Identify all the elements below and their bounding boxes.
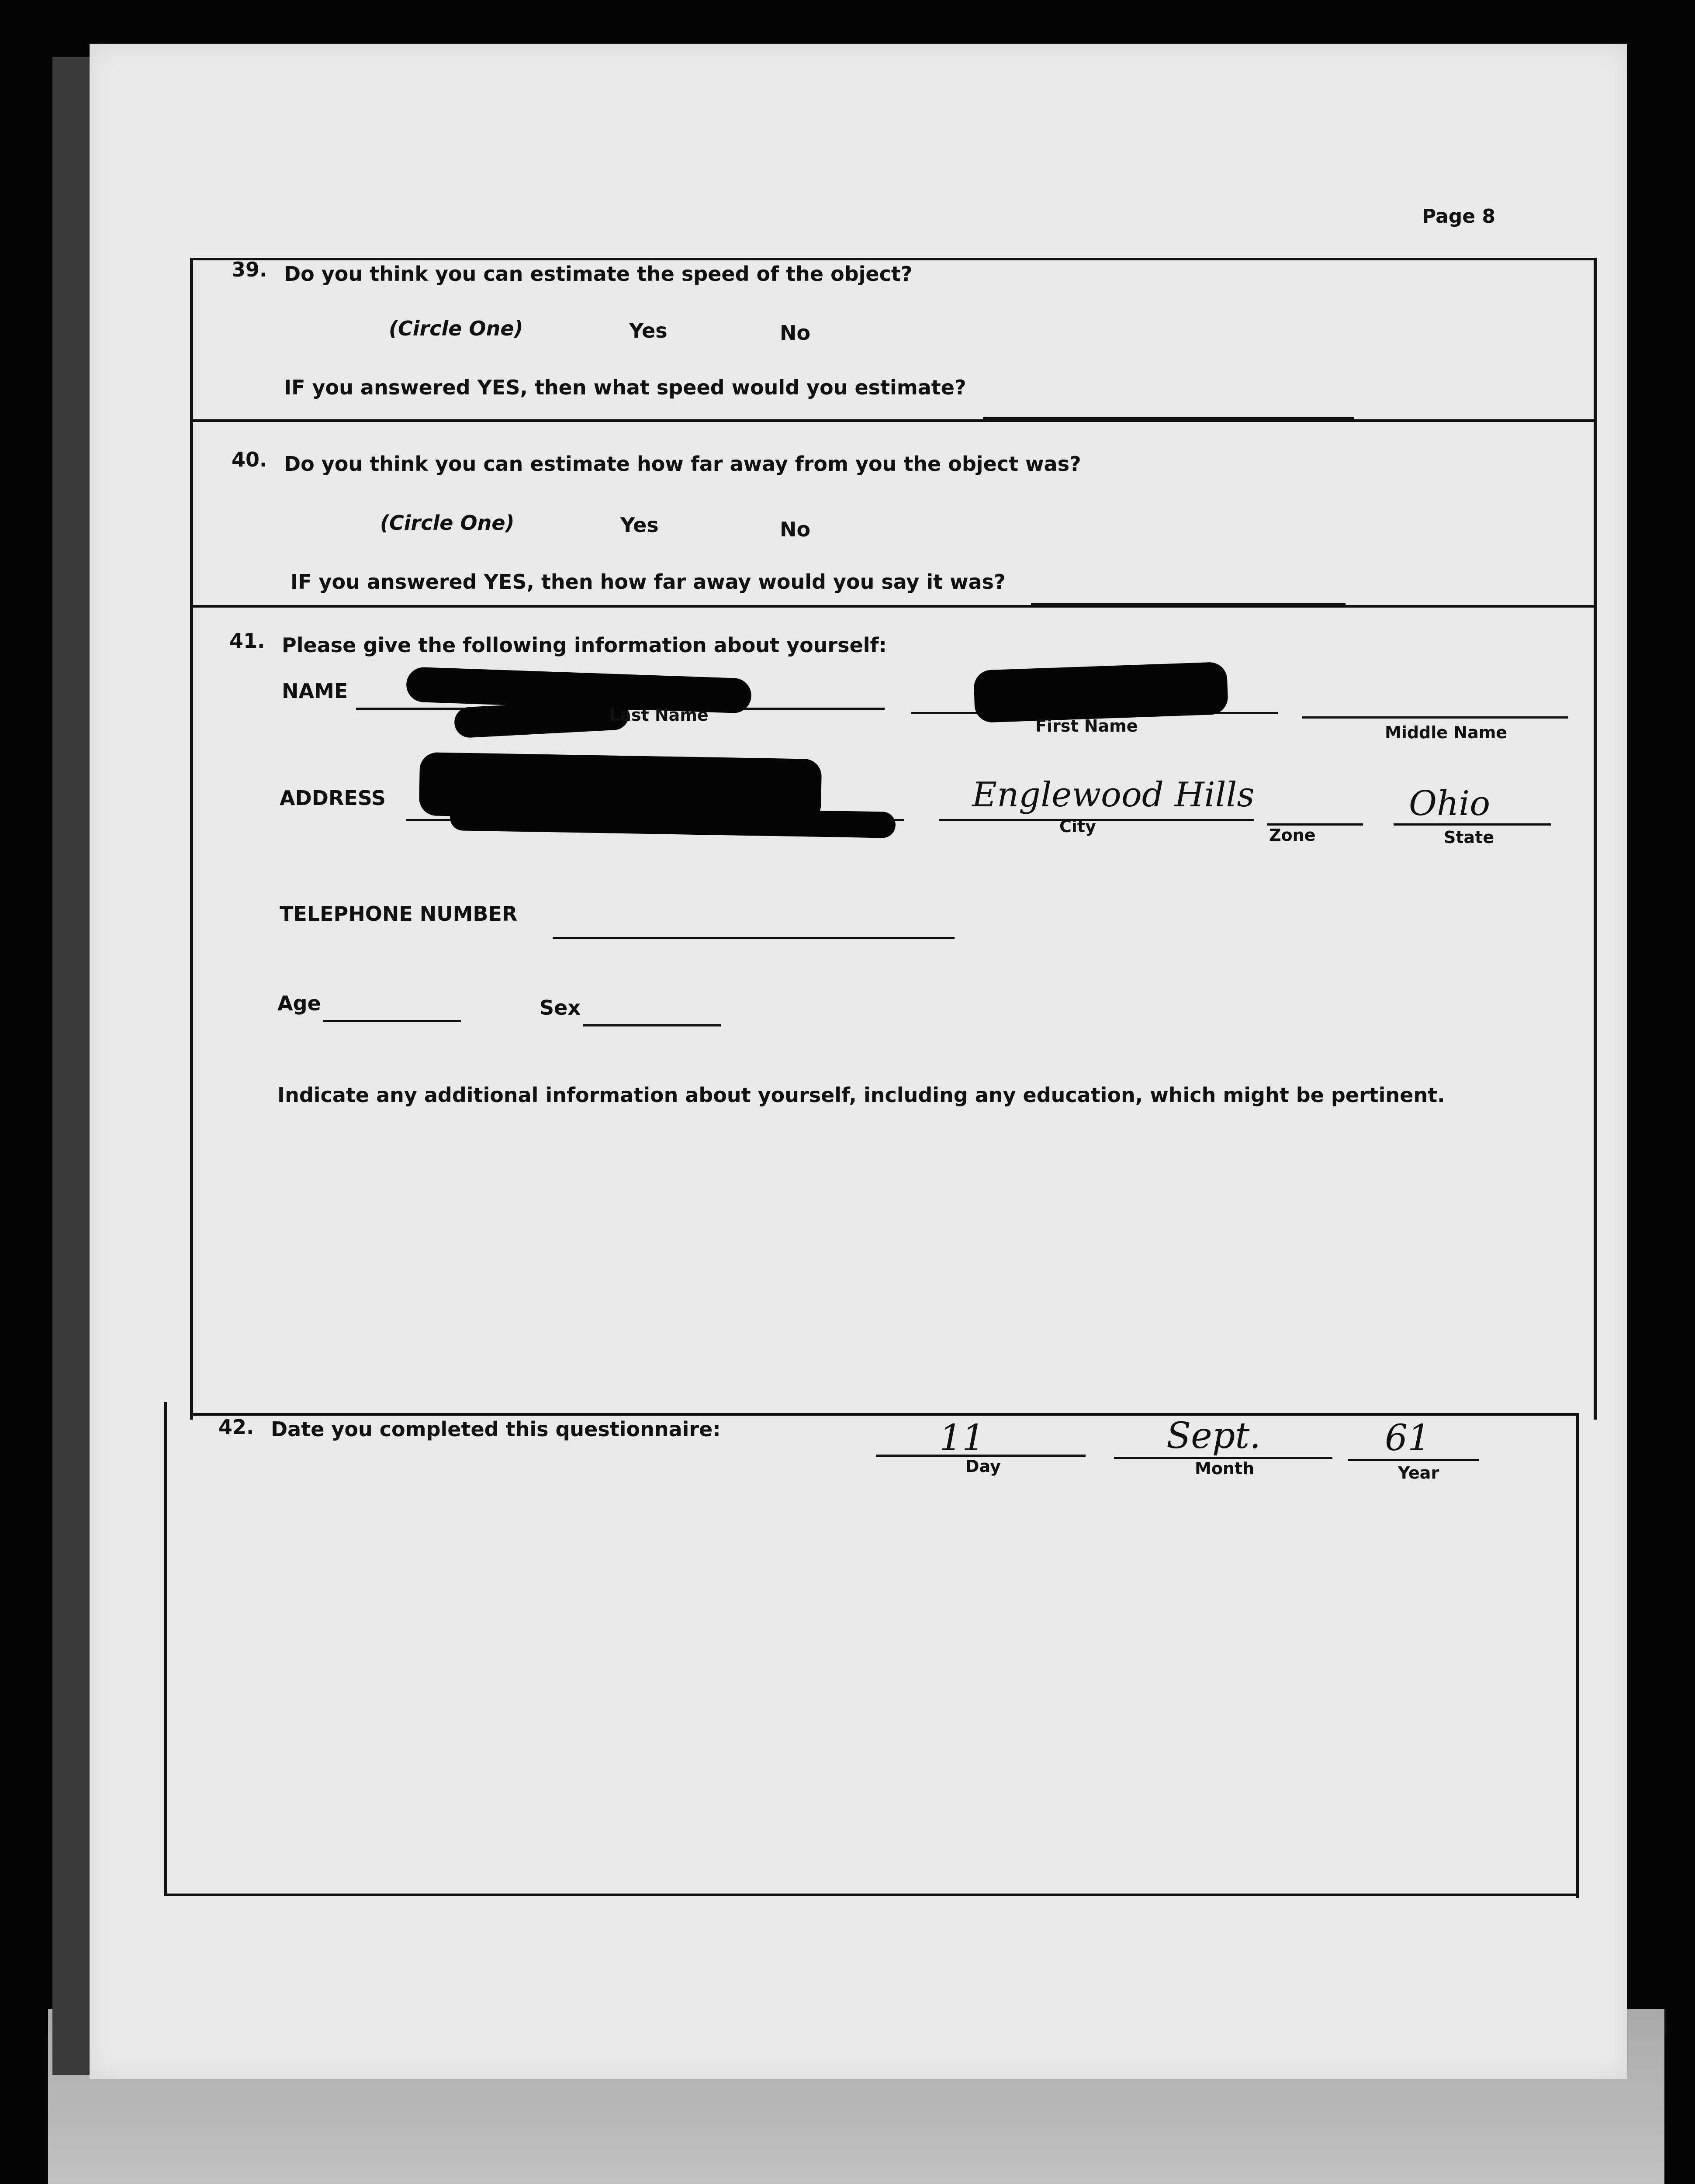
divider-41-42 — [190, 1413, 1579, 1416]
zone-caption: Zone — [1269, 826, 1316, 845]
city-caption: City — [1059, 817, 1096, 836]
telephone-label: TELEPHONE NUMBER — [280, 902, 518, 926]
page-number: Page 8 — [1422, 205, 1496, 228]
sex-label: Sex — [540, 996, 581, 1019]
q42-question: Date you completed this questionnaire: — [271, 1417, 721, 1441]
q40-distance-blank[interactable] — [1031, 603, 1346, 605]
q39-yes-option[interactable]: Yes — [629, 319, 668, 342]
q39-speed-blank[interactable] — [983, 417, 1354, 419]
age-blank[interactable] — [323, 1020, 461, 1022]
first-name-caption: First Name — [1035, 716, 1138, 736]
questionnaire-page — [90, 44, 1627, 2079]
middle-name-blank[interactable] — [1302, 716, 1568, 719]
divider-39-40 — [190, 419, 1597, 422]
q40-no-option[interactable]: No — [780, 518, 811, 541]
state-handwritten: Ohio — [1409, 784, 1491, 823]
q40-circle-one: (Circle One) — [380, 511, 515, 535]
q39-question: Do you think you can estimate the speed of the object? — [284, 262, 913, 286]
q40-number: 40. — [232, 448, 267, 471]
month-caption: Month — [1195, 1459, 1255, 1478]
year-handwritten: 61 — [1385, 1417, 1431, 1459]
telephone-blank[interactable] — [553, 937, 955, 939]
q41-question: Please give the following information about yourself: — [282, 633, 887, 657]
box-bottom-border — [164, 1894, 1579, 1896]
age-label: Age — [277, 992, 321, 1015]
q40-question: Do you think you can estimate how far away from you the object was? — [284, 452, 1081, 476]
name-label: NAME — [282, 679, 348, 703]
box-left-border-upper — [190, 258, 193, 1420]
middle-name-caption: Middle Name — [1385, 723, 1508, 742]
q40-followup: IF you answered YES, then how far away would you say it was? — [291, 570, 1006, 594]
sex-blank[interactable] — [583, 1024, 721, 1026]
box-right-border-lower — [1576, 1413, 1579, 1898]
city-blank[interactable] — [939, 819, 1254, 821]
q41-number: 41. — [229, 629, 265, 653]
box-top-border — [190, 258, 1597, 260]
q39-followup: IF you answered YES, then what speed would you estimate? — [284, 376, 966, 399]
redaction-first-name — [973, 662, 1228, 723]
year-blank[interactable] — [1348, 1459, 1479, 1461]
box-left-border-lower — [164, 1402, 167, 1896]
state-caption: State — [1444, 828, 1494, 847]
state-blank[interactable] — [1394, 823, 1551, 826]
box-right-border-upper — [1594, 258, 1597, 1420]
additional-info-prompt: Indicate any additional information about yourself, including any education, which might be pertinent. — [277, 1083, 1445, 1107]
q40-yes-option[interactable]: Yes — [620, 513, 659, 537]
last-name-caption: Last Name — [609, 705, 709, 725]
year-caption: Year — [1398, 1463, 1439, 1482]
city-handwritten: Englewood Hills — [972, 775, 1255, 815]
address-label: ADDRESS — [280, 786, 386, 810]
q39-circle-one: (Circle One) — [389, 317, 523, 340]
divider-40-41 — [190, 605, 1597, 608]
q39-number: 39. — [232, 258, 267, 281]
day-handwritten: 11 — [939, 1417, 985, 1459]
q39-no-option[interactable]: No — [780, 321, 811, 345]
q42-number: 42. — [218, 1415, 254, 1439]
month-handwritten: Sept. — [1166, 1415, 1261, 1457]
day-caption: Day — [965, 1457, 1001, 1476]
